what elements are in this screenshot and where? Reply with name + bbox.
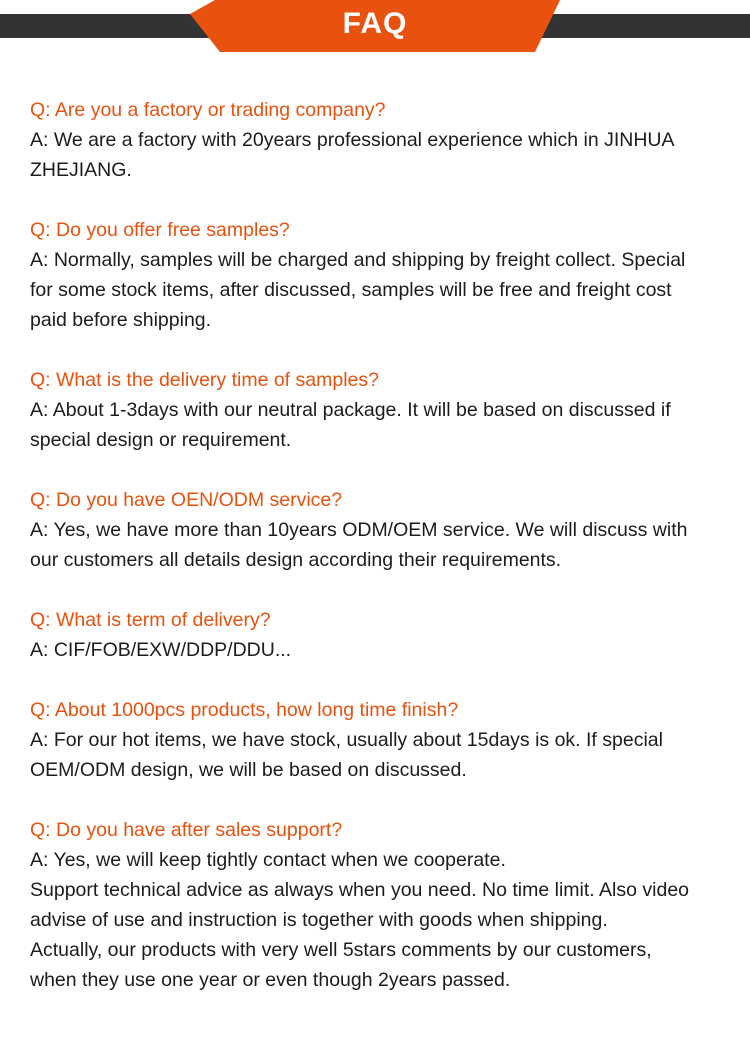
faq-answer-line: special design or requirement.	[30, 429, 292, 451]
faq-answer-line: paid before shipping.	[30, 309, 212, 331]
faq-banner	[0, 0, 750, 52]
faq-answer-line: A: Yes, we have more than 10years ODM/OEM service. We will discuss with	[30, 519, 688, 541]
faq-answer-line: A: About 1-3days with our neutral package. It will be based on discussed if	[30, 399, 671, 421]
faq-answer-line: our customers all details design according their requirements.	[30, 549, 562, 571]
faq-answer-line: Support technical advice as always when you need. No time limit. Also video	[30, 879, 690, 901]
faq-answer-line: A: For our hot items, we have stock, usually about 15days is ok. If special	[30, 729, 663, 751]
faq-item	[30, 815, 720, 995]
faq-answer-line: Actually, our products with very well 5stars comments by our customers,	[30, 939, 652, 961]
faq-answer-line: A: Normally, samples will be charged and shipping by freight collect. Special	[30, 249, 686, 271]
faq-item	[30, 365, 720, 455]
faq-answer-line: advise of use and instruction is together with goods when shipping.	[30, 909, 608, 931]
faq-answer-line: ZHEJIANG.	[30, 159, 132, 181]
faq-answer-line: A: Yes, we will keep tightly contact when we cooperate.	[30, 849, 506, 871]
faq-question: Q: Are you a factory or trading company?	[30, 99, 386, 121]
faq-item	[30, 695, 720, 785]
faq-question: Q: About 1000pcs products, how long time finish?	[30, 699, 459, 721]
faq-question: Q: Do you have after sales support?	[30, 819, 343, 841]
faq-answer-line: when they use one year or even though 2years passed.	[30, 969, 511, 991]
faq-item	[30, 605, 720, 665]
faq-answer-line: for some stock items, after discussed, samples will be free and freight cost	[30, 279, 672, 301]
faq-list	[30, 95, 720, 1025]
faq-answer-line: A: We are a factory with 20years professional experience which in JINHUA	[30, 129, 675, 151]
faq-question: Q: What is the delivery time of samples?	[30, 369, 379, 391]
faq-question: Q: Do you have OEN/ODM service?	[30, 489, 343, 511]
page-title: FAQ	[342, 7, 408, 40]
faq-question: Q: Do you offer free samples?	[30, 219, 290, 241]
faq-item	[30, 485, 720, 575]
faq-answer-line: A: CIF/FOB/EXW/DDP/DDU...	[30, 639, 292, 661]
faq-question: Q: What is term of delivery?	[30, 609, 271, 631]
faq-answer-line: OEM/ODM design, we will be based on discussed.	[30, 759, 467, 781]
faq-item	[30, 215, 720, 335]
faq-item	[30, 95, 720, 185]
